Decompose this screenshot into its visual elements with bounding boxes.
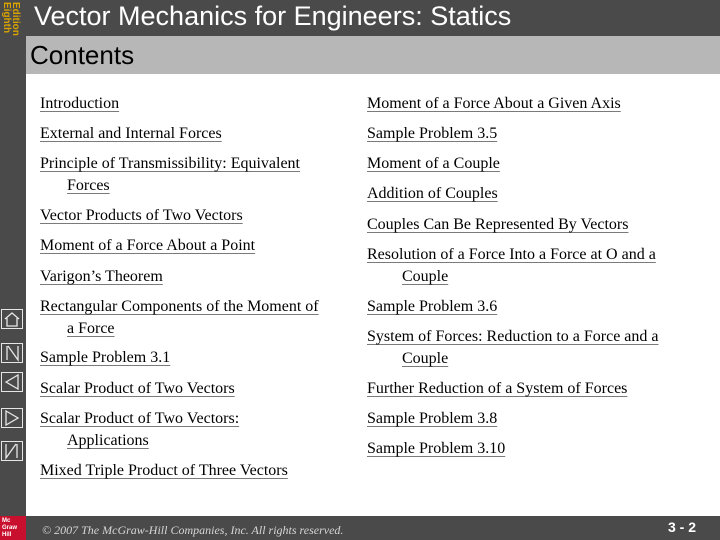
contents-link[interactable] [40, 460, 288, 482]
link-text: Sample Problem 3.5 [367, 125, 498, 142]
page-number: 3 - 2 [667, 519, 696, 535]
contents-link[interactable] [367, 214, 628, 236]
link-text: Scalar Product of Two Vectors [40, 380, 235, 397]
contents-link[interactable] [40, 347, 170, 369]
link-text: Resolution of a Force Into a Force at O and a [367, 246, 656, 263]
contents-link[interactable] [367, 378, 627, 400]
link-text: Sample Problem 3.8 [367, 410, 498, 427]
logo-line3: Hill [2, 532, 12, 538]
first-slide-button[interactable] [1, 343, 23, 363]
link-text: Rectangular Components of the Moment of [40, 298, 319, 315]
link-text: Principle of Transmissibility: Equivalent [40, 155, 300, 172]
link-text: Introduction [40, 95, 120, 112]
home-nav-button[interactable] [1, 309, 23, 329]
link-text: Moment of a Force About a Given Axis [367, 95, 621, 112]
last-slide-button[interactable] [1, 441, 23, 461]
previous-slide-button[interactable] [1, 372, 23, 392]
contents-link[interactable] [40, 235, 255, 257]
last-icon [2, 442, 22, 460]
link-text: Couples Can Be Represented By Vectors [367, 216, 629, 233]
contents-link[interactable] [367, 408, 497, 430]
slide-subtitle: Contents [30, 40, 135, 70]
link-text-continued: Forces [67, 177, 110, 194]
link-text: Sample Problem 3.6 [367, 298, 498, 315]
left-sidebar [0, 0, 26, 540]
contents-link[interactable] [367, 326, 659, 370]
link-text: Addition of Couples [367, 185, 498, 202]
contents-link[interactable] [367, 296, 497, 318]
contents-link[interactable] [40, 153, 300, 197]
link-text: Moment of a Force About a Point [40, 237, 256, 254]
link-text: System of Forces: Reduction to a Force and a [367, 328, 659, 345]
contents-link[interactable] [40, 296, 319, 340]
first-icon [2, 344, 22, 362]
link-text: Scalar Product of Two Vectors: [40, 410, 240, 427]
slide-subheader [26, 36, 720, 74]
slide-footer [26, 516, 720, 540]
contents-link[interactable] [367, 153, 500, 175]
slide-title: Vector Mechanics for Engineers: Statics [34, 1, 512, 31]
link-text: Vector Products of Two Vectors [40, 207, 243, 224]
next-slide-button[interactable] [1, 408, 23, 428]
copyright-notice: © 2007 The McGraw-Hill Companies, Inc. All rights reserved. [42, 523, 344, 537]
link-text-continued: Applications [67, 432, 149, 449]
link-text-continued: Couple [402, 268, 449, 285]
contents-link[interactable] [40, 93, 119, 115]
contents-link[interactable] [40, 378, 235, 400]
link-text: Varigon’s Theorem [40, 268, 163, 285]
edition-line1: Eighth [1, 2, 12, 34]
next-icon [2, 409, 22, 427]
link-text-continued: a Force [67, 320, 115, 337]
contents-link[interactable] [367, 183, 498, 205]
link-text: Moment of a Couple [367, 155, 500, 172]
edition-line2: Edition [10, 2, 21, 36]
edition-label [0, 0, 22, 40]
link-text: Further Reduction of a System of Forces [367, 380, 628, 397]
logo-line2: Graw [2, 525, 18, 531]
link-text: Sample Problem 3.10 [367, 440, 506, 457]
link-text: Mixed Triple Product of Three Vectors [40, 462, 288, 479]
link-text-continued: Couple [402, 350, 449, 367]
slide-header [26, 0, 720, 36]
link-text: Sample Problem 3.1 [40, 349, 171, 366]
contents-link[interactable] [40, 123, 222, 145]
previous-icon [2, 373, 22, 391]
link-text: External and Internal Forces [40, 125, 222, 142]
contents-link[interactable] [40, 408, 239, 452]
contents-link[interactable] [40, 266, 163, 288]
contents-link[interactable] [367, 93, 621, 115]
contents-link[interactable] [367, 244, 656, 288]
publisher-logo [0, 516, 26, 540]
contents-link[interactable] [367, 123, 497, 145]
home-icon [2, 310, 22, 328]
contents-link[interactable] [367, 438, 505, 460]
logo-line1: Mc [2, 518, 11, 524]
contents-link[interactable] [40, 205, 243, 227]
